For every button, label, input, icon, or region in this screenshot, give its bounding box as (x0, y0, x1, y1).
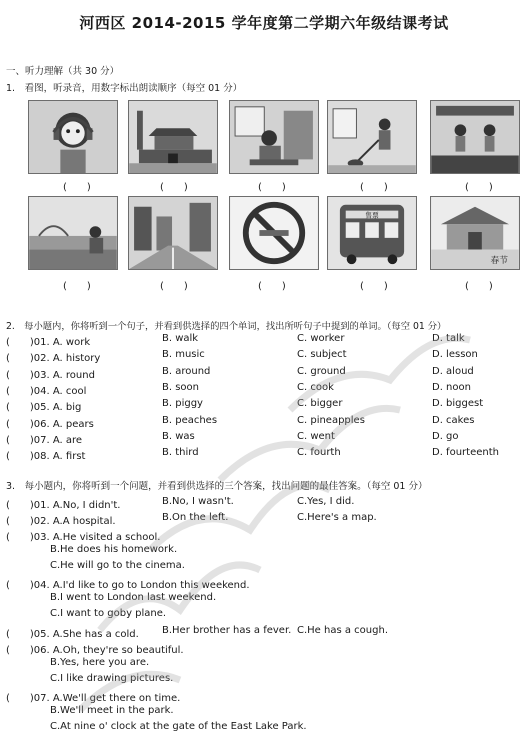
q2-row-8-option-c[interactable]: C. fourth (297, 447, 341, 459)
q3-01-option-b[interactable]: B.No, I wasn't. (162, 496, 234, 507)
q2-row-6-option-c[interactable]: C. pineapples (297, 414, 365, 426)
tiananmen-picture (128, 100, 218, 174)
q2-row-4-option-b[interactable]: B. soon (162, 381, 200, 393)
q3-05-option-b[interactable]: B.Her brother has a fever. (162, 625, 292, 636)
q3-01-option-a[interactable]: ( )01. A.No, I didn't. (6, 500, 121, 511)
girl-reading-picture (229, 100, 319, 174)
q2-row-7-option-b[interactable]: B. was (162, 430, 195, 442)
q3-02-option-c[interactable]: C.Here's a map. (297, 512, 377, 523)
answer-blank[interactable]: ( ) (63, 281, 91, 292)
q2-row-1-option-a[interactable]: ( )01. A. work (6, 337, 91, 348)
q3-03-option-a[interactable]: ( )03. A.He visited a school. (6, 532, 161, 543)
answer-blank[interactable]: ( ) (258, 281, 286, 292)
q3-instruction: 3. 每小题内，你将听到一个问题，并看到供选择的三个答案，找出问题的最佳答案。（每空 01 分） (6, 481, 428, 492)
q3-02-option-a[interactable]: ( )02. A.A hospital. (6, 516, 116, 527)
q2-row-6-option-d[interactable]: D. cakes (432, 414, 475, 426)
q2-row-7-option-c[interactable]: C. went (297, 430, 335, 442)
answer-blank[interactable]: ( ) (258, 182, 286, 193)
city-street-picture (128, 196, 218, 270)
answer-blank[interactable]: ( ) (360, 281, 388, 292)
q2-row-6-option-b[interactable]: B. peaches (162, 414, 218, 426)
q3-06-option-c[interactable]: C.I like drawing pictures. (50, 673, 174, 684)
q3-03-option-b[interactable]: B.He does his homework. (50, 544, 178, 555)
q3-04-option-c[interactable]: C.I want to goby plane. (50, 608, 167, 619)
q3-06-option-b[interactable]: B.Yes, here you are. (50, 657, 150, 668)
q2-row-5-option-b[interactable]: B. piggy (162, 398, 203, 410)
answer-blank[interactable]: ( ) (63, 182, 91, 193)
q3-07-option-c[interactable]: C.At nine o' clock at the gate of the East Lake Park. (50, 721, 307, 732)
bus-sign-text: 售票 (365, 211, 379, 220)
q2-row-1-option-b[interactable]: B. walk (162, 333, 199, 344)
girl-headphones-picture (28, 100, 118, 174)
spring-festival-picture (430, 196, 520, 270)
q3-06-option-a[interactable]: ( )06. A.Oh, they're so beautiful. (6, 645, 184, 656)
part1-heading: 一、听力理解（共 30 分） (6, 66, 120, 77)
q2-row-2-option-d[interactable]: D. lesson (432, 349, 478, 361)
q2-row-2-option-b[interactable]: B. music (162, 349, 205, 361)
answer-blank[interactable]: ( ) (360, 182, 388, 193)
no-smoking-sign-picture (229, 196, 319, 270)
answer-blank[interactable]: ( ) (160, 281, 188, 292)
q2-row-4-option-d[interactable]: D. noon (432, 381, 471, 393)
q2-row-4-option-a[interactable]: ( )04. A. cool (6, 385, 87, 397)
q2-row-7-option-d[interactable]: D. go (432, 430, 459, 442)
answer-blank[interactable]: ( ) (160, 182, 188, 193)
q2-row-5-option-d[interactable]: D. biggest (432, 398, 484, 410)
spring-festival-caption: 春节 (490, 256, 509, 267)
q3-04-option-b[interactable]: B.I went to London last weekend. (50, 592, 217, 603)
q2-row-1-option-c[interactable]: C. worker (297, 333, 345, 344)
q2-instruction: 2. 每小题内，你将听到一个句子，并看到供选择的四个单词，找出所听句子中提到的单词。（每空 01 分） (6, 321, 447, 332)
bus-picture (327, 196, 417, 270)
q2-row-3-option-c[interactable]: C. ground (297, 365, 346, 377)
beach-picture (28, 196, 118, 270)
q2-row-3-option-b[interactable]: B. around (162, 365, 211, 377)
q3-07-option-a[interactable]: ( )07. A.We'll get there on time. (6, 693, 181, 704)
q2-row-8-option-a[interactable]: ( )08. A. first (6, 451, 86, 463)
q3-04-option-a[interactable]: ( )04. A.I'd like to go to London this weekend. (6, 580, 250, 591)
q3-05-option-a[interactable]: ( )05. A.She has a cold. (6, 629, 139, 640)
q2-row-8-option-d[interactable]: D. fourteenth (432, 447, 499, 459)
answer-blank[interactable]: ( ) (465, 281, 493, 292)
answer-blank[interactable]: ( ) (465, 182, 493, 193)
vacuum-cleaning-picture (327, 100, 417, 174)
q2-row-4-option-c[interactable]: C. cook (297, 381, 334, 393)
q2-row-3-option-a[interactable]: ( )03. A. round (6, 369, 95, 381)
q2-row-2-option-c[interactable]: C. subject (297, 349, 347, 361)
children-stage-picture (430, 100, 520, 174)
q2-row-5-option-c[interactable]: C. bigger (297, 398, 343, 410)
q3-05-option-c[interactable]: C.He has a cough. (297, 625, 388, 636)
q3-07-option-b[interactable]: B.We'll meet in the park. (50, 705, 174, 716)
q1-instruction: 1. 看图，听录音，用数字标出朗读顺序（每空 01 分） (6, 83, 243, 94)
q2-row-7-option-a[interactable]: ( )07. A. are (6, 434, 83, 446)
q3-02-option-b[interactable]: B.On the left. (162, 512, 229, 523)
q2-row-1-option-d[interactable]: D. talk (432, 333, 465, 344)
q2-row-5-option-a[interactable]: ( )05. A. big (6, 402, 82, 414)
q2-row-2-option-a[interactable]: ( )02. A. history (6, 353, 101, 365)
q2-row-6-option-a[interactable]: ( )06. A. pears (6, 418, 94, 430)
q2-row-3-option-d[interactable]: D. aloud (432, 365, 474, 377)
q3-03-option-c[interactable]: C.He will go to the cinema. (50, 560, 185, 571)
q3-01-option-c[interactable]: C.Yes, I did. (297, 496, 355, 507)
q2-row-8-option-b[interactable]: B. third (162, 447, 199, 459)
exam-title: 河西区 2014-2015 学年度第二学期六年级结课考试 (79, 14, 449, 32)
